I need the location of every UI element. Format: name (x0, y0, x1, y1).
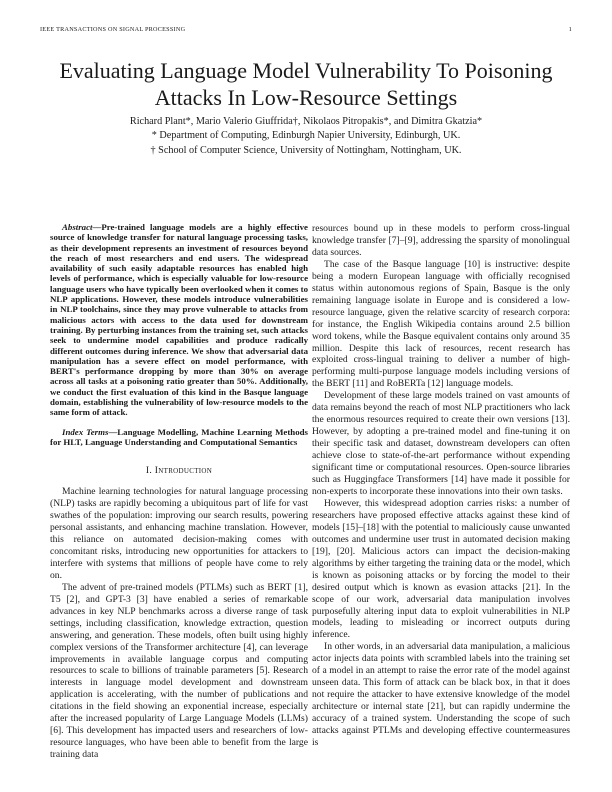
body-paragraph: The case of the Basque language [10] is instructive: despite being a modern European language with officially recognised status within autonomous regions of Spain, Basque is the only remaining language isolate in Europe and is considered a low-resource language, given the relative scarcity of research corpora: for instance, the English Wikipedia contains around 2.5 billion word tokens, while the Basque equivalent contains only around 35 million. Despite this lack of resources, recent research has exploited cross-lingual training to deliver a number of high-performing multi-purpose language models including versions of the BERT [11] and RoBERTa [12] language models. (312, 258, 570, 390)
affiliation-1: * Department of Computing, Edinburgh Napier University, Edinburgh, UK. (151, 130, 461, 141)
page-number: 1 (568, 26, 572, 33)
section-title: Introduction (154, 465, 213, 477)
section-number: I. (145, 465, 153, 477)
section-heading (50, 465, 308, 477)
index-terms-label: Index Terms (62, 426, 109, 437)
body-paragraph: Development of these large models trained on vast amounts of data remains beyond the reach of most NLP practitioners who lack the enormous resources required to create their own versions [13]. However, by adopting a pre-trained model and fine-tuning it on their specific task and dataset, downstream developers can often achieve close to state-of-the-art performance without expending significant time or computational resources. Open-source libraries such as Huggingface Transformers [14] have made it possible for non-experts to incorporate these innovations into their own tasks. (312, 390, 570, 497)
right-column (312, 223, 570, 749)
index-terms-text: —Language Modelling, Machine Learning Methods for HLT, Language Understanding and Computational Semantics (50, 426, 308, 447)
affiliation-2: † School of Computer Science, University of Nottingham, Nottingham, UK. (150, 145, 462, 156)
paper-title: Evaluating Language Model Vulnerability To Poisoning Attacks In Low-Resource Settings (59, 58, 553, 110)
body-paragraph: However, this widespread adoption carries risks: a number of researchers have proposed effective attacks against these kind of models [15]–[18] with the potential to maliciously cause unwanted outcomes and undermine user trust in automated decision making [19], [20]. Malicious actors can impact the decision-making algorithms by either targeting the training data or the model, which is known as poisoning attacks or by forcing the model to their desired output which is known as evasion attacks [21]. In the scope of our work, adversarial data manipulation involves purposefully altering input data to exploit vulnerabilities in NLP models, leading to misleading or incorrect outputs during inference. (312, 497, 570, 641)
index-terms (50, 427, 308, 448)
body-paragraph: In other words, in an adversarial data manipulation, a malicious actor injects data points with scrambled labels into the training set of a model in an attempt to raise the error rate of the model against unseen data. This form of attack can be black box, in that it does not require the attacker to have extensive knowledge of the model architecture or internal state [21], but can rapidly undermine the accuracy of a trained system. Understanding the scope of such attacks against PTLMs and developing effective countermeasures is (312, 641, 570, 748)
body-paragraph: resources bound up in these models to perform cross-lingual knowledge transfer [7]–[9], addressing the sparsity of monolingual data sources. (312, 223, 570, 258)
left-column (50, 222, 308, 761)
running-head (40, 26, 572, 36)
abstract-label: Abstract (62, 222, 93, 232)
author-list: Richard Plant*, Mario Valerio Giuffrida†, Nikolaos Pitropakis*, and Dimitra Gkatzia* (129, 116, 483, 127)
journal-name: IEEE TRANSACTIONS ON SIGNAL PROCESSING (40, 26, 186, 33)
abstract-text: —Pre-trained language models are a highly effective source of knowledge transfer for natural language processing tasks, as their development represents an investment of resources beyond the reach of most researchers and end users. The widespread availability of such easily adaptable resources has enabled high levels of performance, which is especially valuable for low-resource language users who have typically been overlooked when it comes to NLP applications. However, these models introduce vulnerabilities in NLP toolchains, since they may prove vulnerable to attacks from malicious actors with access to the data used for downstream training. By perturbing instances from the training set, such attacks seek to undermine model capabilities and produce radically different outcomes during inference. We show that adversarial data manipulation has a severe effect on model performance, with BERT's performance dropping by more than 30% on average across all tasks at a poisoning ratio greater than 50%. Additionally, we conduct the first evaluation of this kind in the Basque language domain, establishing the vulnerability of low-resource models to the same form of attack. (50, 222, 308, 418)
abstract (50, 222, 308, 418)
body-paragraph: The advent of pre-trained models (PTLMs) such as BERT [1], T5 [2], and GPT-3 [3] have enabled a series of remarkable advances in key NLP benchmarks across a diverse range of task settings, including classification, knowledge extraction, question answering, and generation. These models, often built using highly complex versions of the Transformer architecture [4], can leverage improvements in available language corpus and computing resources to scale to billions of trainable parameters [5]. Research interests in language model development and downstream application is accelerating, with the number of publications and citations in the field showing an exponential increase, especially after the increased popularity of Large Language Models (LLMs) [6]. This development has impacted users and researchers of low-resource languages, who have been able to benefit from the large training data (50, 581, 308, 761)
body-paragraph: Machine learning technologies for natural language processing (NLP) tasks are rapidly becoming a ubiquitous part of life for vast swathes of the population: improving our search results, powering personal assistants, and enhancing machine translation. However, this reliance on automated decision-making comes with concomitant risks, introducing new opportunities for attackers to interfere with systems that millions of people have come to rely on. (50, 486, 308, 581)
